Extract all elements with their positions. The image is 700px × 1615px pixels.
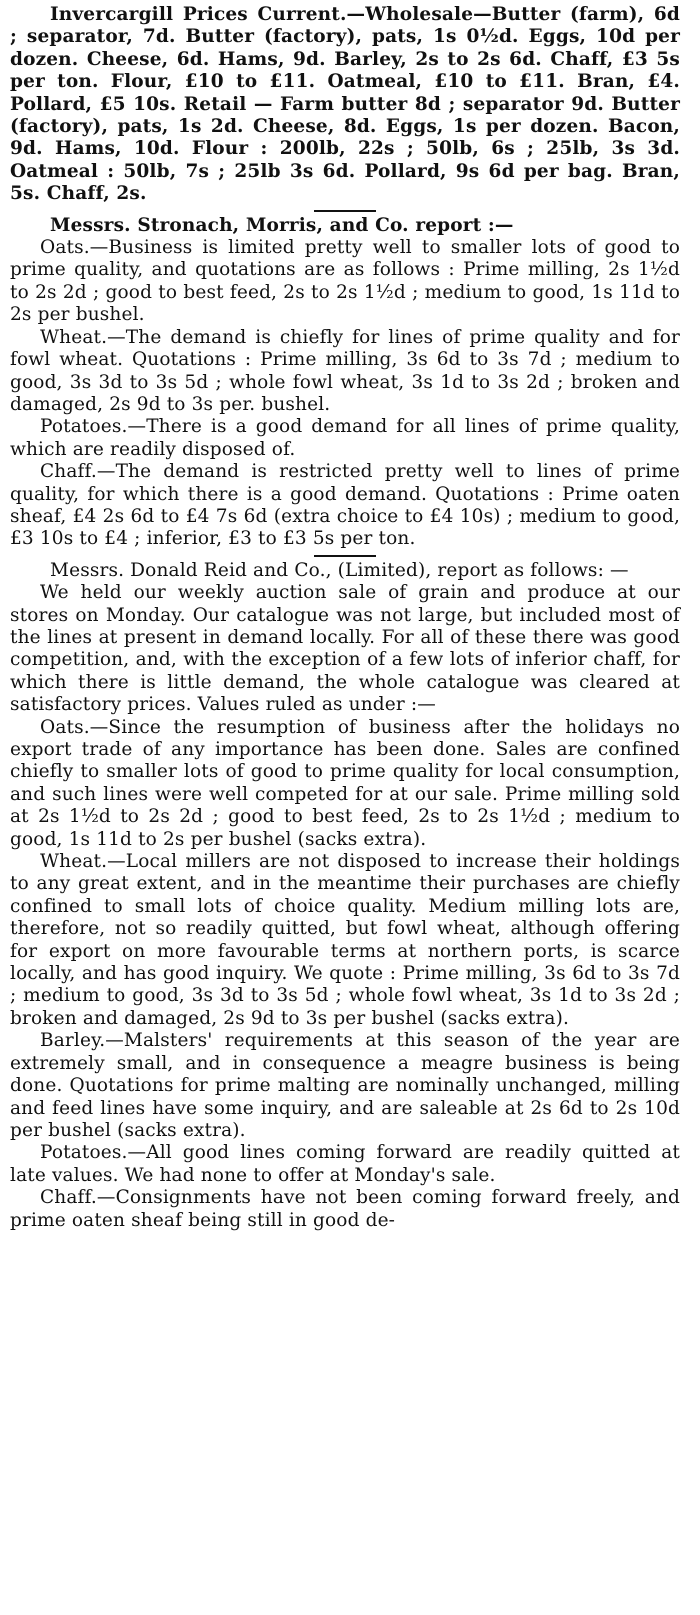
reid-wheat-paragraph: Wheat.—Local millers are not disposed to increase their holdings to any great extent, and in the meantime their purchases are chiefly confined to small lots of choice quality. Medium milling lots are, therefore, not so readily quitted, but fowl wheat, although offering for export on more favourable terms at northern ports, is scarce locally, and has good inquiry. We quote : Prime milling, 3s 6d to 3s 7d ; medium to good, 3s 3d to 3s 5d ; whole fowl wheat, 3s 1d to 3s 2d ; broken and damaged, 2s 9d to 3s per bushel (sacks extra). — [10, 851, 680, 1029]
reid-potatoes-paragraph: Potatoes.—All good lines coming forward are readily quitted at late values. We had none to offer at Monday's sale. — [10, 1142, 680, 1186]
invercargill-prices-heading: Invercargill Prices Current.—Wholesale— — [50, 4, 492, 25]
reid-oats-paragraph: Oats.—Since the resumption of business after the holidays no export trade of any importance has been done. Sales are confined chiefly to smaller lots of good to prime quality for local consumption, and such lines were well competed for at our sale. Prime milling sold at 2s 1½d to 2s 2d ; good to best feed, 2s to 2s 1½d ; medium to good, 1s 11d to 2s per bushel (sacks extra). — [10, 716, 680, 850]
stronach-wheat-paragraph: Wheat.—The demand is chiefly for lines of prime quality and for fowl wheat. Quotations : Prime milling, 3s 6d to 3s 7d ; medium to good, 3s 3d to 3s 5d ; whole fowl wheat, 3s 1d to 3s 2d ; broken and damaged, 2s 9d to 3s per. bushel. — [10, 326, 680, 415]
stronach-report-heading: Messrs. Stronach, Morris, and Co. report :— — [50, 214, 514, 236]
reid-barley-paragraph: Barley.—Malsters' requirements at this season of the year are extremely small, and in consequence a meagre business is being done. Quotations for prime malting are nominally unchanged, milling and feed lines have some inquiry, and are saleable at 2s 6d to 2s 10d per bushel (sacks extra). — [10, 1030, 680, 1141]
stronach-potatoes-paragraph: Potatoes.—There is a good demand for all lines of prime quality, which are readily disposed of. — [10, 416, 680, 460]
reid-report-heading: Messrs. Donald Reid and Co., (Limited), report as follows: — — [50, 559, 629, 581]
invercargill-prices-paragraph — [10, 4, 680, 206]
reid-auction-paragraph: We held our weekly auction sale of grain and produce at our stores on Monday. Our catalogue was not large, but included most of the lines at present in demand locally. For all of these there was good competition, and, with the exception of a few lots of inferior chaff, for which there is little demand, the whole catalogue was cleared at satisfactory prices. Values ruled as under :— — [10, 582, 680, 716]
stronach-oats-paragraph: Oats.—Business is limited pretty well to smaller lots of good to prime quality, and quotations are as follows : Prime milling, 2s 1½d to 2s 2d ; good to best feed, 2s to 2s 1½d ; medium to good, 1s 11d to 2s per bushel. — [10, 237, 680, 326]
section-divider — [314, 210, 376, 212]
section-divider — [314, 555, 376, 557]
stronach-chaff-paragraph: Chaff.—The demand is restricted pretty well to lines of prime quality, for which there is a good demand. Quotations : Prime oaten sheaf, £4 2s 6d to £4 7s 6d (extra choice to £4 10s) ; medium to good, £3 10s to £4 ; inferior, £3 to £3 5s per ton. — [10, 461, 680, 550]
invercargill-prices-body: Butter (farm), 6d ; separator, 7d. Butter (factory), pats, 1s 0½d. Eggs, 10d per dozen. Cheese, 6d. Hams, 9d. Barley, 2s to 2s 6d. Chaff, £3 5s per ton. Flour, £10 to £11. Oatmeal, £10 to £11. Bran, £4. Pollard, £5 10s. Retail — Farm butter 8d ; separator 9d. Butter (factory), pats, 1s 2d. Cheese, 8d. Eggs, 1s per dozen. Bacon, 9d. Hams, 10d. Flour : 200lb, 22s ; 50lb, 6s ; 25lb, 3s 3d. Oatmeal : 50lb, 7s ; 25lb 3s 6d. Pollard, 9s 6d per bag. Bran, 5s. Chaff, 2s. — [10, 4, 680, 205]
reid-chaff-paragraph: Chaff.—Consignments have not been coming forward freely, and prime oaten sheaf being still in good de- — [10, 1187, 680, 1231]
